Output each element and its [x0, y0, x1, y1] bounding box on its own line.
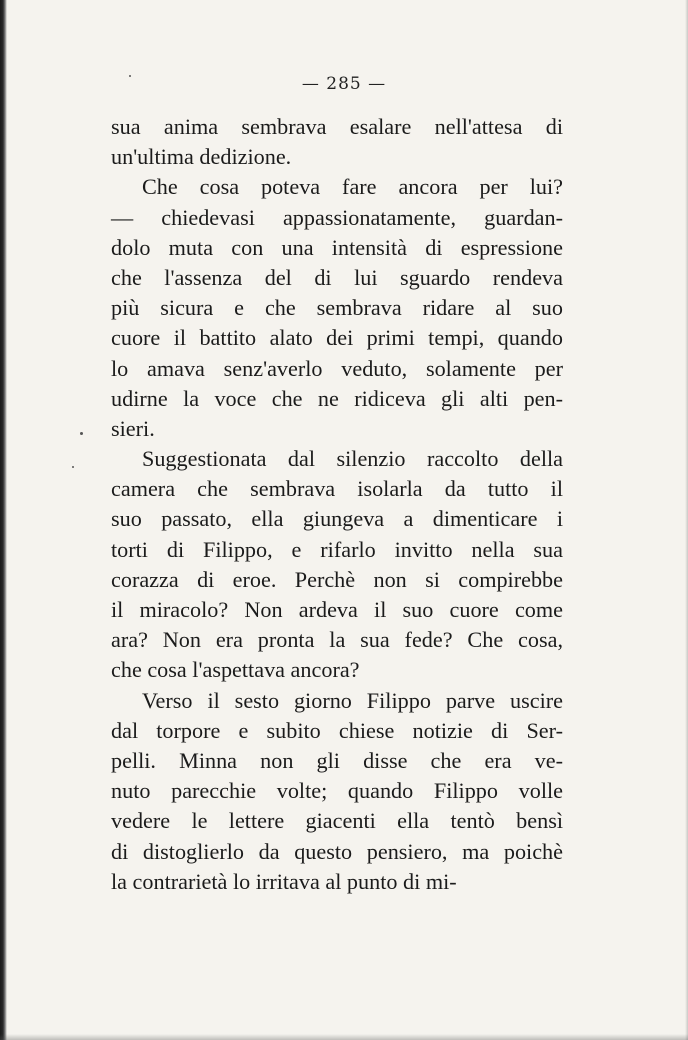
text-line: di distoglierlo da questo pensiero, ma poichè — [111, 838, 563, 864]
text-line: sieri. — [111, 415, 155, 441]
text-line: più sicura e che sembrava ridare al suo — [111, 295, 563, 321]
page-bottom-edge — [0, 1034, 688, 1040]
text-line: nuto parecchie volte; quando Filippo volle — [111, 778, 563, 804]
text-line: dal torpore e subito chiese notizie di Ser- — [111, 717, 563, 743]
body-text — [111, 112, 563, 897]
text-line: che l'assenza del di lui sguardo rendeva — [111, 264, 563, 290]
paragraph — [111, 444, 563, 686]
text-line: Suggestionata dal silenzio raccolto della — [142, 446, 563, 472]
text-line: ara? Non era pronta la sua fede? Che cosa, — [111, 627, 563, 653]
text-line: cuore il battito alato dei primi tempi, quando — [111, 325, 563, 351]
text-line: — chiedevasi appassionatamente, guardan- — [111, 204, 563, 230]
paragraph — [111, 112, 563, 172]
text-line: Che cosa poteva fare ancora per lui? — [142, 174, 563, 200]
text-line: camera che sembrava isolarla da tutto il — [111, 476, 563, 502]
text-line: lo amava senz'averlo veduto, solamente per — [111, 355, 563, 381]
paper-speck — [72, 466, 74, 468]
text-line: udirne la voce che ne ridiceva gli alti pen- — [111, 385, 563, 411]
paragraph — [111, 172, 563, 444]
text-line: il miracolo? Non ardeva il suo cuore come — [111, 597, 563, 622]
page-number: — 285 — — [301, 74, 387, 94]
paragraph — [111, 686, 563, 897]
text-line: un'ultima dedizione. — [111, 144, 292, 170]
page-left-edge — [0, 0, 7, 1040]
text-line: la contrarietà lo irritava al punto di mi- — [111, 868, 457, 894]
paper-speck — [129, 75, 131, 77]
text-line: dolo muta con una intensità di espressione — [111, 234, 563, 260]
paper-speck — [80, 432, 83, 435]
text-line: sua anima sembrava esalare nell'attesa di — [111, 114, 563, 139]
text-line: pelli. Minna non gli disse che era ve- — [111, 747, 563, 773]
text-line: torti di Filippo, e rifarlo invitto nella sua — [111, 536, 563, 562]
text-line: suo passato, ella giungeva a dimenticare i — [111, 506, 563, 532]
text-line: corazza di eroe. Perchè non si compirebbe — [111, 566, 563, 592]
text-line: Verso il sesto giorno Filippo parve uscire — [142, 687, 563, 713]
text-line: che cosa l'aspettava ancora? — [111, 657, 360, 683]
text-line: vedere le lettere giacenti ella tentò bensì — [111, 808, 563, 834]
